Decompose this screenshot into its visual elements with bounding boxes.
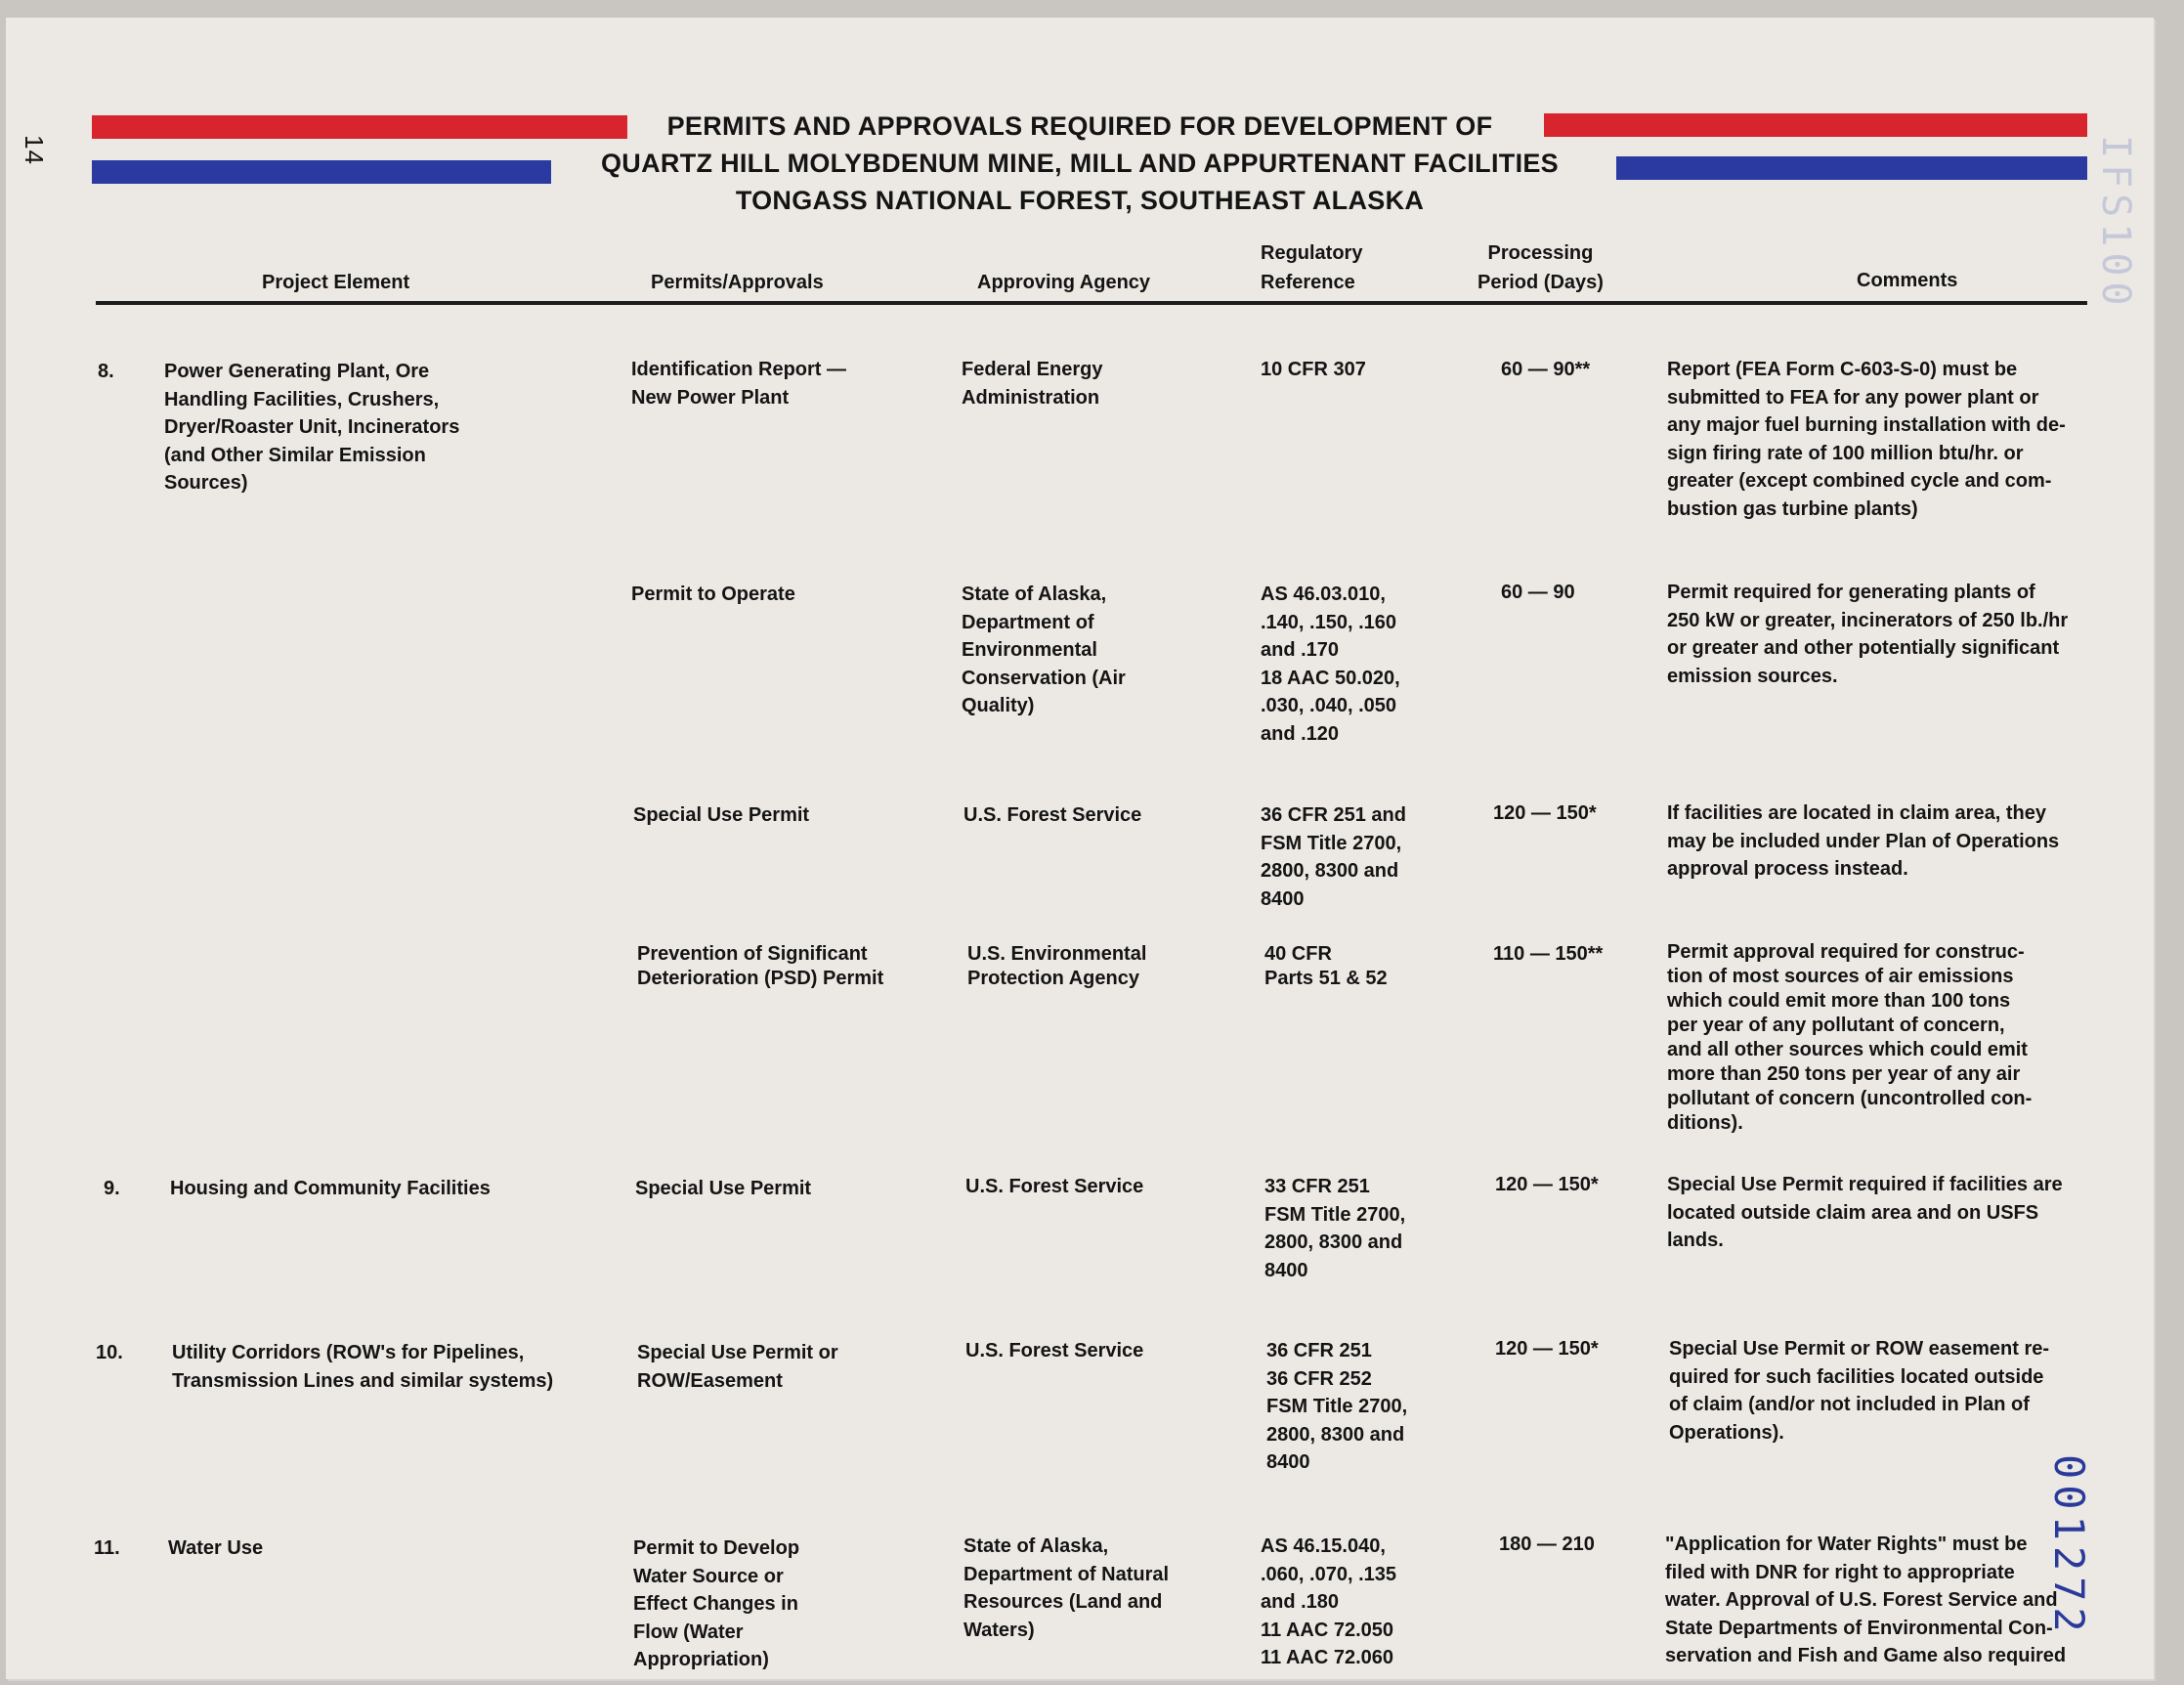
regulatory-reference: AS 46.15.040, .060, .070, .135 and .180 11 AAC 72.050 11 AAC 72.060 — [1261, 1535, 1397, 1668]
processing-period: 180 — 210 — [1499, 1534, 1595, 1555]
comment: Special Use Permit or ROW easement re- quired for such facilities located outside of claim (and/or not included in Plan of Operations). — [1669, 1338, 2050, 1444]
header-permits-approvals: Permits/Approvals — [651, 272, 824, 293]
permit-approval: Identification Report — New Power Plant — [631, 359, 846, 409]
permit-approval: Special Use Permit or ROW/Easement — [637, 1342, 838, 1392]
approving-agency: U.S. Forest Service — [965, 1340, 1144, 1361]
approving-agency: State of Alaska, Department of Environmental Conservation (Air Quality) — [962, 583, 1126, 716]
title-line-3: TONGASS NATIONAL FOREST, SOUTHEAST ALASKA — [735, 186, 1425, 215]
processing-period: 120 — 150* — [1493, 802, 1597, 824]
document-stamp-number: 001272 — [2045, 1454, 2093, 1638]
processing-period: 60 — 90** — [1501, 359, 1591, 380]
project-element: Water Use — [168, 1537, 264, 1559]
row-number: 8. — [98, 361, 114, 382]
processing-period: 110 — 150** — [1493, 943, 1604, 965]
permit-approval: Special Use Permit — [633, 804, 810, 826]
permit-approval: Permit to Operate — [631, 583, 795, 605]
permit-approval: Special Use Permit — [635, 1178, 812, 1199]
header-comments: Comments — [1857, 270, 1958, 291]
regulatory-reference: AS 46.03.010, .140, .150, .160 and .170 18 AAC 50.020, .030, .040, .050 and .120 — [1261, 583, 1400, 745]
header-approving-agency: Approving Agency — [977, 272, 1151, 293]
faint-stamp-mark: IFS100 — [2093, 135, 2138, 312]
regulatory-reference: 40 CFR Parts 51 & 52 — [1264, 943, 1388, 989]
processing-period: 60 — 90 — [1501, 582, 1575, 603]
regulatory-reference: 36 CFR 251 36 CFR 252 FSM Title 2700, 2800, 8300 and 8400 — [1266, 1340, 1408, 1473]
regulatory-reference: 33 CFR 251 FSM Title 2700, 2800, 8300 and 8400 — [1264, 1176, 1406, 1281]
comment: Permit required for generating plants of 250 kW or greater, incinerators of 250 lb./hr or greater and other potentially significant emission sources. — [1667, 582, 2069, 687]
header-project-element: Project Element — [262, 272, 410, 293]
approving-agency: U.S. Environmental Protection Agency — [967, 943, 1147, 989]
regulatory-reference: 36 CFR 251 and FSM Title 2700, 2800, 8300 and 8400 — [1261, 804, 1406, 910]
project-element: Utility Corridors (ROW's for Pipelines, Transmission Lines and similar systems) — [172, 1342, 554, 1392]
processing-period: 120 — 150* — [1495, 1338, 1599, 1360]
row-number: 9. — [104, 1178, 120, 1199]
comment: Permit approval required for construc- tion of most sources of air emissions which could emit more than 100 tons per year of any pollutant of concern, and all other sources which could emit more than 250 tons per year of any air pollutant of concern (uncontrolled con- ditions). — [1667, 941, 2033, 1134]
comment: If facilities are located in claim area, they may be included under Plan of Operations approval process instead. — [1667, 802, 2060, 880]
project-element: Housing and Community Facilities — [170, 1178, 491, 1199]
title-line-2: QUARTZ HILL MOLYBDENUM MINE, MILL AND APPURTENANT FACILITIES — [601, 149, 1559, 178]
approving-agency: Federal Energy Administration — [962, 359, 1103, 409]
document-page — [6, 18, 2154, 1679]
header-regulatory-reference: Regulatory Reference — [1261, 242, 1363, 293]
comment: Special Use Permit required if facilities are located outside claim area and on USFS lands. — [1667, 1174, 2063, 1251]
comment: "Application for Water Rights" must be filed with DNR for right to appropriate water. Approval of U.S. Forest Service and State Departments of Environmental Con- servation and Fish and Game also required — [1665, 1534, 2067, 1666]
approving-agency: U.S. Forest Service — [965, 1176, 1144, 1197]
approving-agency: U.S. Forest Service — [964, 804, 1142, 826]
regulatory-reference: 10 CFR 307 — [1261, 359, 1366, 380]
approving-agency: State of Alaska, Department of Natural Resources (Land and Waters) — [964, 1535, 1170, 1641]
row-number: 10. — [96, 1342, 123, 1363]
page-number: 14 — [20, 135, 49, 165]
project-element: Power Generating Plant, Ore Handling Facilities, Crushers, Dryer/Roaster Unit, Incinerators (and Other Similar Emission Sources) — [164, 361, 460, 494]
permit-approval: Prevention of Significant Deterioration (PSD) Permit — [637, 943, 884, 989]
header-processing-period: Processing Period (Days) — [1477, 242, 1604, 293]
comment: Report (FEA Form C-603-S-0) must be submitted to FEA for any power plant or any major fuel burning installation with de- sign firing rate of 100 million btu/hr. or greater (except combined cycle and com- bustion gas turbine plants) — [1667, 359, 2066, 520]
processing-period: 120 — 150* — [1495, 1174, 1599, 1195]
header-rule — [96, 301, 2087, 305]
permit-approval: Permit to Develop Water Source or Effect Changes in Flow (Water Appropriation) — [633, 1537, 800, 1670]
row-number: 11. — [94, 1537, 120, 1559]
title-line-1: PERMITS AND APPROVALS REQUIRED FOR DEVELOPMENT OF — [666, 111, 1493, 141]
